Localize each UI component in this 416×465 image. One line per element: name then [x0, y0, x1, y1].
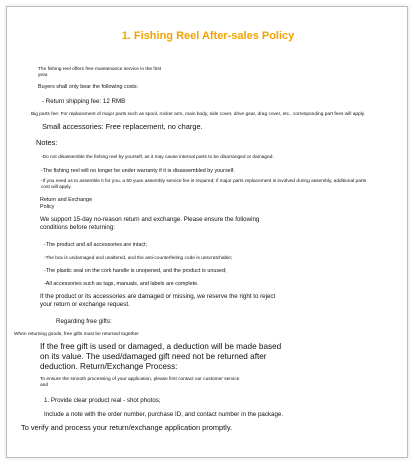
refuse-text-line2: your return or exchange request. — [40, 301, 130, 308]
final-text: To verify and process your return/exchange application promptly. — [21, 423, 233, 432]
big-parts-fee: Big parts fee: For replacement of major parts such as spool, rocker arm, main body, side cover, drive gear, drag cover, etc., corresponding part fees will apply. — [31, 112, 366, 117]
condition-3: -The plastic seal on the cork handle is unopened, and the product is unused; — [44, 268, 227, 274]
page-title: 1. Fishing Reel After-sales Policy — [121, 30, 295, 42]
gifts-returned-text: When returning goods, free gifts must be returned together — [14, 332, 139, 337]
gift-damaged-line1: If the free gift is used or damaged, a deduction will be made based — [40, 342, 282, 351]
note-3-line1: -If you need us to assemble it for you, a 50 yuan assembly service fee is required; if major parts replacement is involved during assembly, additional parts — [41, 179, 367, 184]
gift-damaged-line3: deduction. Return/Exchange Process: — [40, 362, 178, 371]
buyers-bear-text: Buyers shall only bear the following costs: — [38, 84, 139, 90]
return-policy-heading-line2: Policy — [40, 204, 55, 210]
process-intro-line1: To ensure the smooth processing of your application, please first contact our customer service — [40, 377, 240, 382]
process-step-2: Include a note with the order number, purchase ID, and contact number in the package. — [44, 411, 284, 418]
condition-4: -All accessories such as tags, manuals, and labels are complete. — [44, 281, 199, 287]
support-text-line2: conditions before returning: — [40, 224, 115, 231]
note-2: -The fishing reel will no longer be under warranty if it is disassembled by yourself. — [41, 168, 235, 174]
gift-damaged-line2: on its value. The used/damaged gift need not be returned after — [40, 352, 267, 361]
free-gifts-heading: Regarding free gifts: — [56, 318, 112, 325]
condition-1: -The product and all accessories are intact; — [44, 242, 148, 248]
condition-2: -The box is undamaged and unaltered, and the anti-counterfeiting code is unscratchable; — [44, 256, 233, 261]
support-text-line1: We support 15-day no-reason return and exchange. Please ensure the following — [40, 216, 260, 223]
note-1: -Do not disassemble the fishing reel by yourself, as it may cause internal parts to be disarranged or damaged. — [41, 155, 274, 160]
process-step-1: 1. Provide clear product real - shot photos; — [44, 397, 161, 404]
small-accessories: Small accessories: Free replacement, no charge. — [42, 122, 203, 131]
return-shipping-fee: - Return shipping fee: 12 RMB — [42, 98, 126, 105]
intro-text-line1: The fishing reel offers free maintenance service in the first — [38, 67, 162, 72]
intro-text-line2: year. — [38, 73, 49, 78]
refuse-text-line1: If the product or its accessories are damaged or missing, we reserve the right to reject — [40, 293, 276, 300]
process-intro-line2: and — [40, 383, 49, 388]
policy-card-border — [6, 6, 408, 458]
note-3-line2: cost will apply. — [41, 185, 72, 190]
notes-heading: Notes: — [36, 138, 58, 147]
return-policy-heading-line1: Return and Exchange — [40, 197, 93, 203]
